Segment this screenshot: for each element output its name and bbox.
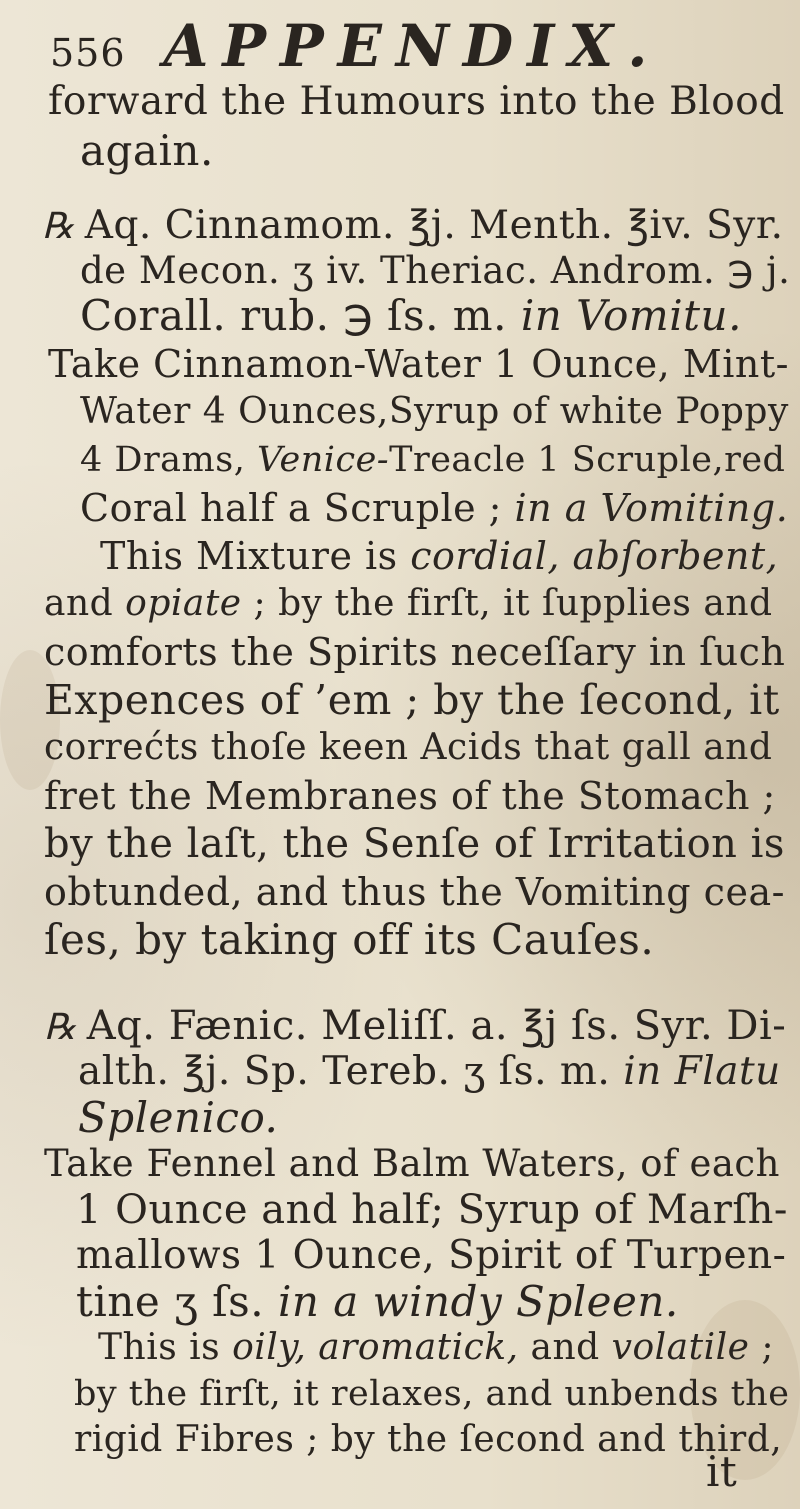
line-italic: in a windy Spleen. [277, 1277, 679, 1326]
catchword: it [706, 1447, 738, 1496]
text-line [80, 434, 785, 486]
line-text: alth. ℥j. Sp. Tereb. ʒ ſs. m. [78, 1049, 624, 1094]
line-text: Treacle 1 Scruple,red [389, 440, 786, 480]
text-line [78, 1092, 278, 1144]
text-line: by the firſt, it relaxes, and unbends the [74, 1374, 790, 1414]
text-line: mallows 1 Ounce, Spirit of Turpen- [76, 1233, 787, 1278]
line-text: Aq. Fænic. Meliſſ. a. ℥j ſs. Syr. Di- [86, 1003, 787, 1049]
line-italic: in Vomitu. [520, 291, 742, 340]
line-italic: Splenico. [78, 1093, 279, 1142]
text-line: correćts thoſe keen Acids that gall and [44, 727, 773, 768]
line-italic: volatile [611, 1327, 750, 1368]
line-text: ; by the firſt, it ſupplies and [241, 583, 773, 624]
text-line: obtunded, and thus the Vomiting cea- [44, 870, 785, 914]
text-line: rigid Fibres ; by the ſecond and third, [74, 1419, 783, 1460]
line-italic: opiate [125, 583, 242, 624]
text-line [78, 1046, 781, 1098]
line-text: tine ʒ ſs. [76, 1277, 278, 1326]
line-text: 4 Drams, [80, 440, 257, 480]
recipe-symbol: ℞ [42, 206, 75, 247]
line-text: Coral half a Scruple ; [80, 486, 515, 530]
text-line: Water 4 Ounces,Syrup of white Poppy [80, 391, 789, 432]
text-line [44, 578, 773, 630]
text-line: 1 Ounce and half; Syrup of Marſh- [76, 1187, 788, 1233]
text-line: fret the Membranes of the Stomach ; [44, 774, 776, 818]
line-text: This is [98, 1327, 233, 1368]
text-line: comforts the Spirits neceſſary in ſuch [44, 630, 786, 674]
text-line [76, 1276, 679, 1328]
text-line: Take Fennel and Balm Waters, of each [44, 1142, 780, 1185]
text-line: Take Cinnamon-Water 1 Ounce, Mint- [48, 342, 789, 386]
line-text: and [44, 583, 126, 624]
line-italic: in a Vomiting. [514, 486, 789, 530]
line-text: Aq. Cinnamom. ℥j. Menth. ℥iv. Syr. [84, 203, 784, 248]
running-title: APPENDIX. [163, 12, 662, 80]
text-line: again. [80, 126, 214, 175]
line-italic: cordial, abſorbent, [410, 534, 779, 578]
text-line [98, 1322, 774, 1374]
line-text: This Mixture is [100, 534, 411, 578]
line-italic: oily, aromatick, [232, 1327, 519, 1368]
text-line [100, 530, 778, 582]
line-text: ; [749, 1327, 775, 1368]
recipe-symbol: ℞ [44, 1007, 77, 1048]
text-line: forward the Humours into the Blood [48, 79, 785, 124]
text-line [80, 482, 788, 534]
text-line [80, 290, 742, 342]
line-italic: Venice- [256, 440, 390, 480]
line-text: and [518, 1327, 612, 1368]
text-line: Expences of ’em ; by the ſecond, it [44, 676, 780, 724]
text-line: by the laſt, the Senſe of Irritation is [44, 821, 785, 867]
line-text: Corall. rub. ℈ ſs. m. [80, 291, 521, 340]
page-number: 556 [50, 31, 126, 75]
page-header [50, 12, 662, 80]
text-line: de Mecon. ʒ iv. Theriac. Androm. ℈ j. [80, 249, 791, 292]
line-italic: in Flatu [623, 1049, 781, 1094]
text-line: ſes, by taking off its Cauſes. [44, 915, 655, 964]
